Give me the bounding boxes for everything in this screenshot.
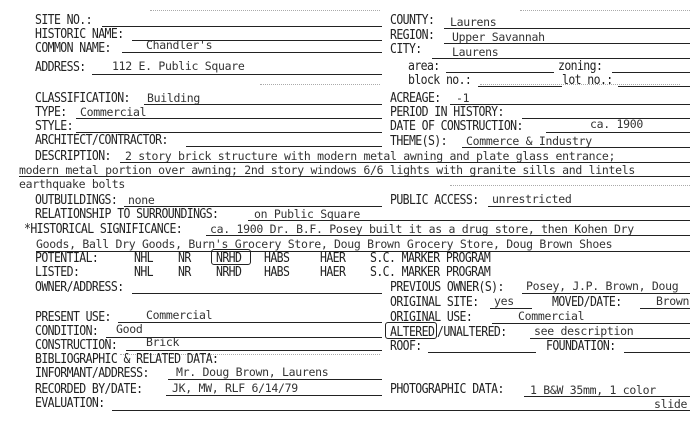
construction-value: Brick <box>146 335 180 349</box>
unaltered-label: /UNALTERED: <box>437 323 507 340</box>
historical-significance-line-1: ca. 1900 Dr. B.F. Posey built it as a drug store, then Kohen Dry <box>210 222 634 236</box>
previous-owners-value: Posey, J.P. Brown, Doug <box>526 279 679 293</box>
historical-significance-rule-1 <box>206 235 690 236</box>
evaluation-line <box>112 410 690 411</box>
style-label: STYLE: <box>35 117 73 134</box>
type-value: Commercial <box>80 105 147 119</box>
classification-line <box>144 104 382 105</box>
region-label: REGION: <box>390 26 435 43</box>
roof-label: ROOF: <box>390 337 422 354</box>
original-use-value: Commercial <box>518 309 585 323</box>
nrhd-circle <box>211 249 251 265</box>
area-label: area: <box>408 57 440 74</box>
condition-value: Good <box>116 322 143 336</box>
foundation-label: FOUNDATION: <box>546 337 616 354</box>
public-access-value: unrestricted <box>492 192 572 206</box>
informant-value: Mr. Doug Brown, Laurens <box>176 365 329 379</box>
block-no-line <box>478 86 562 87</box>
description-line-1: 2 story brick structure with modern metal awning and plate glass entrance; <box>125 149 616 163</box>
classification-label: CLASSIFICATION: <box>35 89 130 106</box>
original-site-label: ORIGINAL SITE: <box>390 293 479 310</box>
potential-sc-marker: S.C. MARKER PROGRAM <box>370 249 491 266</box>
site-no-line <box>102 26 382 27</box>
description-line-2: modern metal portion over awning; 2nd story windows 6/6 lights with granite sills and lintels <box>19 163 635 177</box>
original-site-value: yes <box>494 294 514 308</box>
themes-value: Commerce & Industry <box>466 134 592 148</box>
outbuildings-value: none <box>128 193 155 207</box>
guide-dots <box>450 185 690 186</box>
foundation-line <box>624 352 690 353</box>
guide-dots <box>520 10 690 11</box>
moved-date-label: MOVED/DATE: <box>552 293 622 310</box>
moved-date-line <box>640 308 690 309</box>
roof-line <box>428 352 536 353</box>
type-line <box>76 118 382 119</box>
county-label: COUNTY: <box>390 11 435 28</box>
recorded-by-line <box>166 395 382 396</box>
altered-label: ALTERED <box>390 323 435 340</box>
listed-haer: HAER <box>320 263 346 280</box>
present-use-value: Commercial <box>146 308 213 322</box>
historical-significance-label: *HISTORICAL SIGNIFICANCE: <box>24 220 183 237</box>
type-label: TYPE: <box>35 103 67 120</box>
address-value: 112 E. Public Square <box>112 59 245 73</box>
period-label: PERIOD IN HISTORY: <box>390 103 504 120</box>
block-no-label: block no.: <box>408 71 472 88</box>
guide-dots <box>150 10 380 11</box>
outbuildings-label: OUTBUILDINGS: <box>35 191 118 208</box>
present-use-label: PRESENT USE: <box>35 308 111 325</box>
previous-owners-label: PREVIOUS OWNER(S): <box>390 278 504 295</box>
relationship-line <box>248 220 690 221</box>
relationship-label: RELATIONSHIP TO SURROUNDINGS: <box>35 205 219 222</box>
zoning-label: zoning: <box>558 57 603 74</box>
city-label: CITY: <box>390 40 422 57</box>
county-line <box>444 28 690 29</box>
region-line <box>444 43 690 44</box>
potential-nrhd: NRHD <box>216 249 242 266</box>
informant-label: INFORMANT/ADDRESS: <box>35 364 149 381</box>
public-access-label: PUBLIC ACCESS: <box>390 191 479 208</box>
architect-line <box>186 146 382 147</box>
themes-label: THEME(S): <box>390 132 447 149</box>
historic-name-label: HISTORIC NAME: <box>35 25 124 42</box>
classification-value: Building <box>147 91 200 105</box>
listed-habs: HABS <box>264 263 290 280</box>
public-access-line <box>488 206 690 207</box>
description-label: DESCRIPTION: <box>35 147 111 164</box>
listed-sc-marker: S.C. MARKER PROGRAM <box>370 263 491 280</box>
photographic-value-2: slide <box>654 397 688 411</box>
acreage-value: -1 <box>456 91 470 105</box>
potential-nr: NR <box>178 249 191 266</box>
themes-line <box>462 147 690 148</box>
address-line <box>92 74 382 75</box>
original-use-label: ORIGINAL USE: <box>390 308 473 325</box>
guide-dots <box>260 84 380 85</box>
common-name-line <box>122 52 382 53</box>
present-use-line <box>118 322 382 323</box>
lot-no-label: lot no.: <box>562 71 613 88</box>
informant-line <box>168 379 382 380</box>
listed-nrhd: NRHD <box>216 263 242 280</box>
zoning-line <box>612 72 690 73</box>
description-line-3: earthquake bolts <box>19 177 125 191</box>
date-construction-line <box>546 132 690 133</box>
historical-significance-line-2: Goods, Ball Dry Goods, Burn's Grocery Store, Doug Brown Grocery Store, Doug Brown Shoes <box>36 237 613 251</box>
potential-habs: HABS <box>264 249 290 266</box>
acreage-label: ACREAGE: <box>390 89 441 106</box>
recorded-by-label: RECORDED BY/DATE: <box>35 380 143 397</box>
recorded-by-value: JK, MW, RLF 6/14/79 <box>172 381 298 395</box>
lot-no-line <box>618 86 690 87</box>
relationship-value: on Public Square <box>254 207 360 221</box>
photographic-label: PHOTOGRAPHIC DATA: <box>390 380 504 397</box>
architect-label: ARCHITECT/CONTRACTOR: <box>35 131 168 148</box>
potential-nhl: NHL <box>134 249 153 266</box>
listed-label: LISTED: <box>35 263 80 280</box>
evaluation-label: EVALUATION: <box>35 394 105 411</box>
city-value: Laurens <box>452 45 499 59</box>
region-value: Upper Savannah <box>452 30 545 44</box>
listed-nr: NR <box>178 263 191 280</box>
bibliographic-label: BIBLIOGRAPHIC & RELATED DATA: <box>35 350 219 367</box>
unaltered-value: see description <box>534 324 634 338</box>
county-value: Laurens <box>450 15 497 29</box>
altered-circle <box>385 322 437 339</box>
site-no-label: SITE NO.: <box>35 11 92 28</box>
owner-address-label: OWNER/ADDRESS: <box>35 278 124 295</box>
owner-address-line <box>132 293 382 294</box>
address-label: ADDRESS: <box>35 58 86 75</box>
potential-haer: HAER <box>320 249 346 266</box>
common-name-label: COMMON NAME: <box>35 39 111 56</box>
listed-nhl: NHL <box>134 263 153 280</box>
date-construction-label: DATE OF CONSTRUCTION: <box>390 117 523 134</box>
photographic-value-1: 1 B&W 35mm, 1 color <box>530 383 656 397</box>
date-construction-value: ca. 1900 <box>590 117 643 131</box>
moved-date-value: Brown <box>656 294 690 308</box>
construction-label: CONSTRUCTION: <box>35 336 118 353</box>
common-name-value: Chandler's <box>146 38 213 52</box>
potential-label: POTENTIAL: <box>35 249 99 266</box>
condition-label: CONDITION: <box>35 322 99 339</box>
